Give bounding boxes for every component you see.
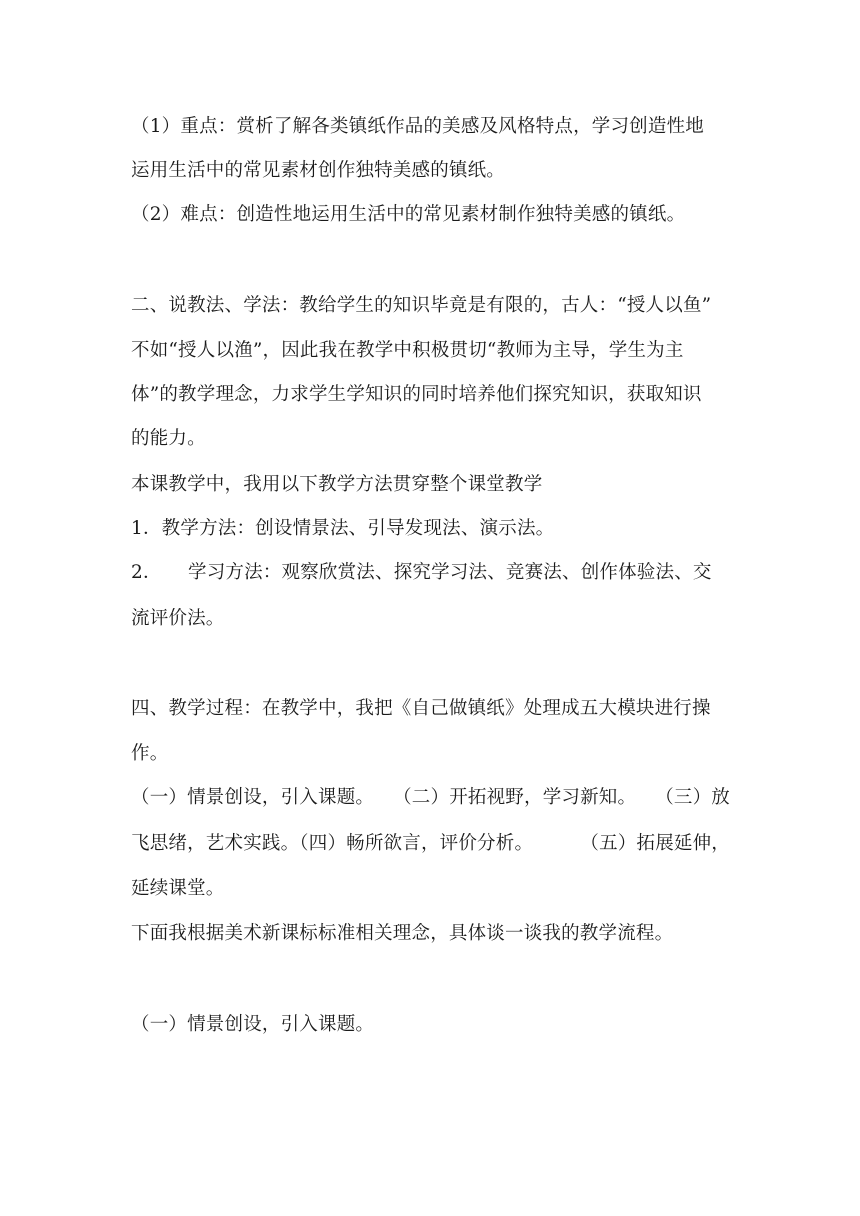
- modules-line-3: 延续课堂。: [131, 878, 225, 899]
- module-3-start: （三）放: [655, 787, 730, 808]
- process-intro-line-2: 作。: [131, 743, 169, 764]
- subsection-heading: （一）情景创设，引入课题。: [131, 1014, 375, 1035]
- module-3-4: 飞思绪，艺术实践。（四）畅所欲言，评价分析。: [131, 833, 534, 854]
- teaching-methods-item: 1．教学方法：创设情景法、引导发现法、演示法。: [131, 518, 555, 539]
- learning-methods-line-2: 流评价法。: [131, 608, 225, 629]
- module-5: （五）拓展延伸，: [580, 833, 730, 854]
- methods-intro-line-1: 二、说教法、学法：教给学生的知识毕竟是有限的，古人：“授人以鱼”: [131, 295, 712, 316]
- methods-intro-line-2: 不如“授人以渔”，因此我在教学中积极贯切“教师为主导，学生为主: [131, 340, 684, 361]
- methods-lead: 本课教学中，我用以下教学方法贯穿整个课堂教学: [131, 474, 543, 495]
- difficulty-line: （2）难点：创造性地运用生活中的常见素材制作独特美感的镇纸。: [131, 204, 686, 225]
- methods-intro-line-4: 的能力。: [131, 428, 206, 449]
- key-point-line-2: 运用生活中的常见素材创作独特美感的镇纸。: [131, 160, 506, 181]
- process-closing: 下面我根据美术新课标标准相关理念，具体谈一谈我的教学流程。: [131, 923, 674, 944]
- modules-line-2: [131, 832, 730, 856]
- methods-intro-line-3: 体”的教学理念，力求学生学知识的同时培养他们探究知识，获取知识: [131, 384, 702, 405]
- learning-methods-line-1: 学习方法：观察欣赏法、探究学习法、竞赛法、创作体验法、交: [188, 562, 712, 583]
- learning-methods-number: 2．: [131, 562, 162, 583]
- module-1: （一）情景创设，引入课题。: [131, 787, 375, 808]
- modules-line-1: [131, 786, 730, 810]
- key-point-line-1: [131, 115, 730, 139]
- key-point-text-1: （1）重点：赏析了解各类镇纸作品的美感及风格特点，学习创造性地: [131, 116, 704, 137]
- process-intro-line-1: 四、教学过程：在教学中，我把《自己做镇纸》处理成五大模块进行操: [131, 698, 711, 719]
- module-2: （二）开拓视野，学习新知。: [393, 787, 637, 808]
